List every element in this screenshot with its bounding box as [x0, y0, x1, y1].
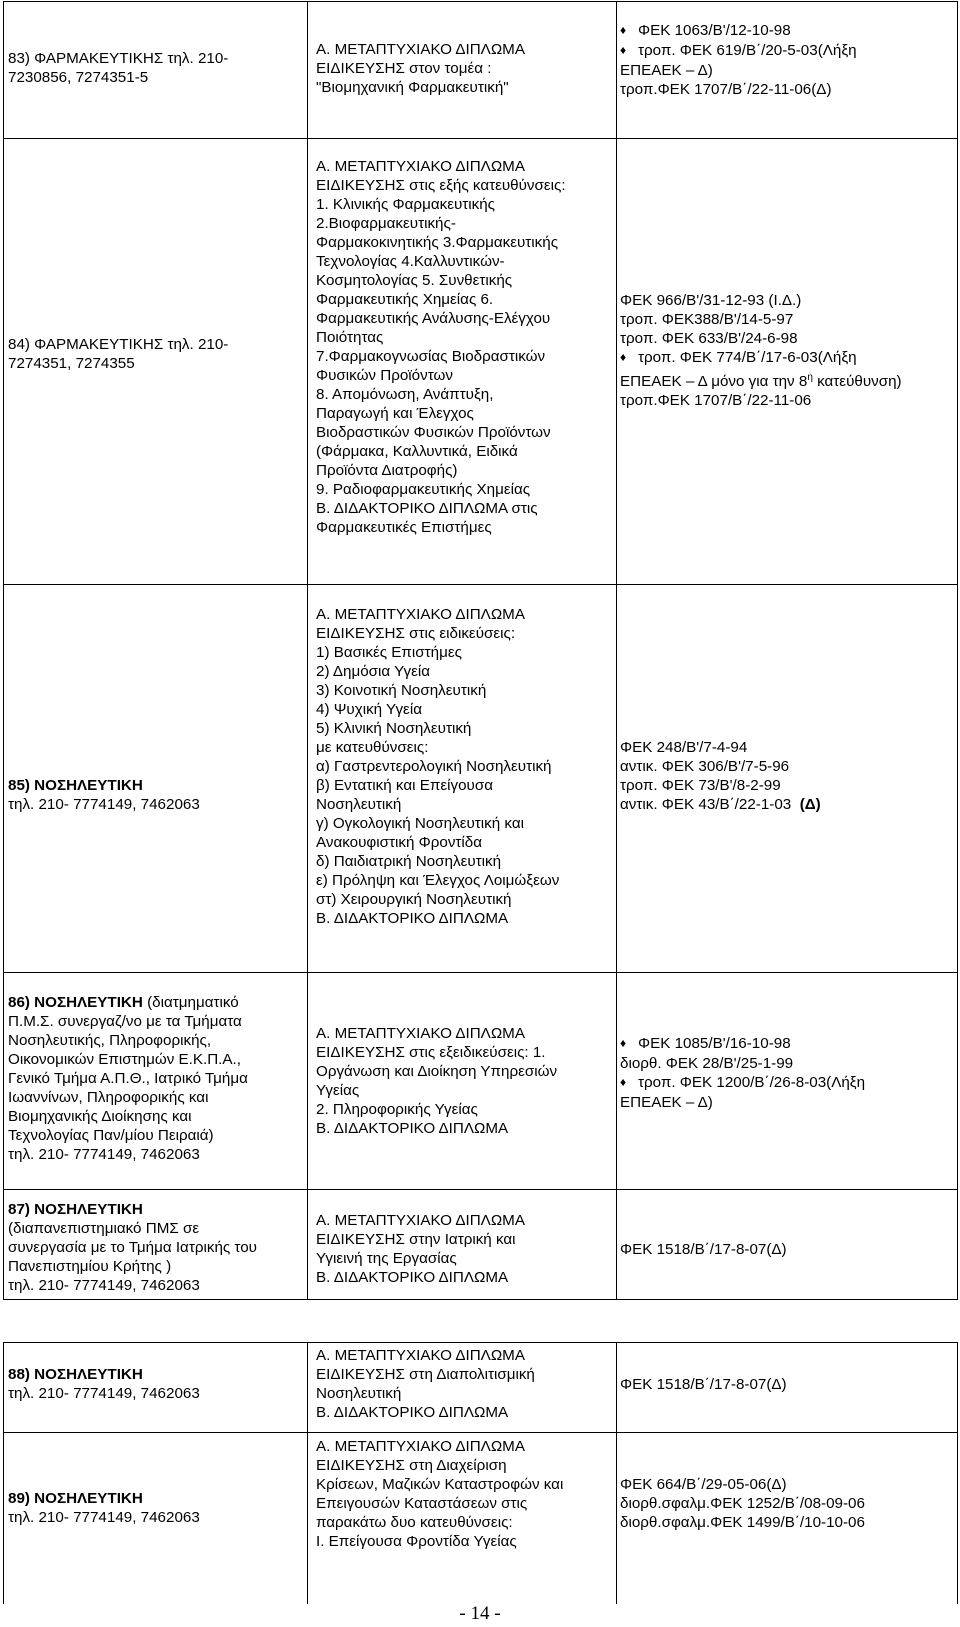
fek-cell — [620, 291, 902, 410]
page-number: - 14 - — [459, 1603, 501, 1624]
program-line: Α. ΜΕΤΑΠΤΥΧΙΑΚΟ ΔΙΠΛΩΜΑ — [316, 606, 525, 623]
program-line: Φυσικών Προϊόντων — [316, 367, 453, 384]
program-line: Α. ΜΕΤΑΠΤΥΧΙΑΚΟ ΔΙΠΛΩΜΑ — [316, 1025, 525, 1042]
program-line: Παραγωγή και Έλεγχος — [316, 405, 474, 422]
programs-cell — [316, 605, 559, 928]
fek-line: ♦ ΦΕΚ 1085/Β'/16-10-98 — [620, 1034, 865, 1054]
program-line: Α. ΜΕΤΑΠΤΥΧΙΑΚΟ ΔΙΠΛΩΜΑ — [316, 1347, 525, 1364]
program-line: ΕΙΔΙΚΕΥΣΗΣ στις ειδικεύσεις: — [316, 625, 516, 642]
program-line: 1) Βασικές Επιστήμες — [316, 644, 462, 661]
program-line: 4) Ψυχική Υγεία — [316, 701, 422, 718]
program-line: 7.Φαρμακογνωσίας Βιοδραστικών — [316, 348, 546, 365]
fek-line: ♦ τροπ. ΦΕΚ 774/Β΄/17-6-03(Λήξη — [620, 348, 902, 368]
department-name: 88) ΝΟΣΗΛΕΥΤΙΚΗ — [8, 1366, 143, 1383]
department-phone: 7274351, 7274355 — [8, 355, 135, 372]
department-cell — [8, 1489, 200, 1527]
programs-cell-87 — [316, 1211, 525, 1287]
program-line: στ) Χειρουργική Νοσηλευτική — [316, 891, 512, 908]
program-line: (Φάρμακα, Καλλυντικά, Ειδικά — [316, 443, 518, 460]
fek-line: ΦΕΚ 966/Β'/31-12-93 (Ι.Δ.) — [620, 292, 802, 309]
department-name: 89) ΝΟΣΗΛΕΥΤΙΚΗ — [8, 1490, 143, 1507]
fek-line: τροπ.ΦΕΚ 1707/Β΄/22-11-06(Δ) — [620, 81, 832, 98]
fek-line: διορθ.σφαλμ.ΦΕΚ 1252/Β΄/08-09-06 — [620, 1495, 865, 1512]
department-desc: Βιομηχανικής Διοίκησης και — [8, 1108, 192, 1125]
program-line: Προϊόντα Διατροφής) — [316, 462, 458, 479]
program-line: Υγιεινή της Εργασίας — [316, 1250, 457, 1267]
program-line: β) Εντατική και Επείγουσα — [316, 777, 493, 794]
program-line: Οργάνωση και Διοίκηση Υπηρεσιών — [316, 1063, 558, 1080]
program-line: Φαρμακευτικής Ανάλυσης-Ελέγχου — [316, 310, 551, 327]
fek-line: ΦΕΚ 1518/Β΄/17-8-07(Δ) — [620, 1376, 787, 1393]
program-line: 2.Βιοφαρμακευτικής- — [316, 215, 456, 232]
program-line: Νοσηλευτική — [316, 1385, 402, 1402]
program-line: Β. ΔΙΔΑΚΤΟΡΙΚΟ ΔΙΠΛΩΜΑ — [316, 1269, 509, 1286]
department-name: 85) ΝΟΣΗΛΕΥΤΙΚΗ — [8, 777, 143, 794]
fek-line: ΦΕΚ 1518/Β΄/17-8-07(Δ) — [620, 1241, 787, 1258]
program-line: ΕΙΔΙΚΕΥΣΗΣ στη Διαπολιτισμική — [316, 1366, 535, 1383]
fek-cell — [620, 738, 821, 814]
fek-line: ΦΕΚ 248/Β'/7-4-94 — [620, 739, 748, 756]
fek-line: διορθ.σφαλμ.ΦΕΚ 1499/Β΄/10-10-06 — [620, 1514, 865, 1531]
department-cell-86 — [8, 993, 248, 1164]
program-line: ε) Πρόληψη και Έλεγχος Λοιμώξεων — [316, 872, 560, 889]
program-line: γ) Ογκολογική Νοσηλευτική και — [316, 815, 524, 832]
fek-cell — [620, 1475, 865, 1532]
program-line: Κοσμητολογίας 5. Συνθετικής — [316, 272, 513, 289]
program-line: Β. ΔΙΔΑΚΤΟΡΙΚΟ ΔΙΠΛΩΜΑ — [316, 910, 509, 927]
fek-line: ♦ τροπ. ΦΕΚ 619/Β΄/20-5-03(Λήξη — [620, 41, 857, 61]
fek-line: τροπ. ΦΕΚ388/Β'/14-5-97 — [620, 311, 794, 328]
program-line: ΕΙΔΙΚΕΥΣΗΣ στην Ιατρική και — [316, 1231, 516, 1248]
program-line: Ανακουφιστική Φροντίδα — [316, 834, 483, 851]
table-row-84 — [3, 138, 958, 585]
program-line: με κατευθύνσεις: — [316, 739, 429, 756]
program-line: Βιοδραστικών Φυσικών Προϊόντων — [316, 424, 551, 441]
department-name: 87) ΝΟΣΗΛΕΥΤΙΚΗ — [8, 1201, 143, 1218]
program-line: Β. ΔΙΔΑΚΤΟΡΙΚΟ ΔΙΠΛΩΜΑ στις — [316, 500, 538, 517]
fek-cell — [620, 21, 857, 99]
department-name: 86) ΝΟΣΗΛΕΥΤΙΚΗ (διατμηματικό — [8, 994, 239, 1011]
fek-line: τροπ. ΦΕΚ 73/Β'/8-2-99 — [620, 777, 781, 794]
fek-line: αντικ. ΦΕΚ 43/Β΄/22-1-03 (Δ) — [620, 796, 821, 813]
program-line: α) Γαστρεντερολογική Νοσηλευτική — [316, 758, 552, 775]
department-name: 83) ΦΑΡΜΑΚΕΥΤΙΚΗΣ τηλ. 210- — [8, 50, 229, 67]
department-phone: τηλ. 210- 7774149, 7462063 — [8, 796, 200, 813]
program-line: "Βιομηχανική Φαρμακευτική" — [316, 79, 509, 96]
department-phone: τηλ. 210- 7774149, 7462063 — [8, 1277, 200, 1294]
department-desc: Π.Μ.Σ. συνεργαζ/νο με τα Τμήματα — [8, 1013, 242, 1030]
department-desc: Ιωαννίνων, Πληροφορικής και — [8, 1089, 209, 1106]
department-phone: τηλ. 210- 7774149, 7462063 — [8, 1146, 200, 1163]
fek-line: αντικ. ΦΕΚ 306/Β'/7-5-96 — [620, 758, 790, 775]
department-cell — [8, 335, 228, 373]
programs-cell — [316, 40, 525, 97]
fek-line: τροπ.ΦΕΚ 1707/Β΄/22-11-06 — [620, 392, 812, 410]
fek-cell-87 — [620, 1240, 787, 1259]
program-line: 1. Κλινικής Φαρμακευτικής — [316, 196, 496, 213]
department-cell-87 — [8, 1200, 257, 1295]
department-phone: 7230856, 7274351-5 — [8, 69, 149, 86]
table-row-86-87 — [3, 972, 958, 1300]
fek-line: ΕΠΕΑΕΚ – Δ) — [620, 62, 713, 79]
department-cell — [8, 49, 228, 87]
department-desc: (διαπανεπιστημιακό ΠΜΣ σε — [8, 1220, 200, 1237]
department-desc: Οικονομικών Επιστημών Ε.Κ.Π.Α., — [8, 1051, 241, 1068]
program-line: ΕΙΔΙΚΕΥΣΗΣ στις εξής κατευθύνσεις: — [316, 177, 566, 194]
program-line: Β. ΔΙΔΑΚΤΟΡΙΚΟ ΔΙΠΛΩΜΑ — [316, 1120, 509, 1137]
program-line: Α. ΜΕΤΑΠΤΥΧΙΑΚΟ ΔΙΠΛΩΜΑ — [316, 158, 525, 175]
program-line: Φαρμακευτικής Χημείας 6. — [316, 291, 494, 308]
program-line: δ) Παιδιατρική Νοσηλευτική — [316, 853, 502, 870]
program-line: Νοσηλευτική — [316, 796, 402, 813]
table-row-85 — [3, 584, 958, 973]
program-line: ΕΙΔΙΚΕΥΣΗΣ στον τομέα : — [316, 60, 492, 77]
program-line: Α. ΜΕΤΑΠΤΥΧΙΑΚΟ ΔΙΠΛΩΜΑ — [316, 41, 525, 58]
department-desc: Γενικό Τμήμα Α.Π.Θ., Ιατρικό Τμήμα — [8, 1070, 248, 1087]
department-desc: Πανεπιστημίου Κρήτης ) — [8, 1258, 172, 1275]
fek-line: τροπ. ΦΕΚ 633/Β'/24-6-98 — [620, 330, 798, 347]
programs-cell — [316, 1437, 563, 1551]
department-cell — [8, 776, 200, 814]
fek-line: ΕΠΕΑΕΚ – Δ) — [620, 1094, 713, 1111]
program-line: 2. Πληροφορικής Υγείας — [316, 1101, 478, 1118]
fek-cell-86 — [620, 1034, 865, 1112]
program-line: Υγείας — [316, 1082, 360, 1099]
program-line: ΕΙΔΙΚΕΥΣΗΣ στις εξειδικεύσεις: 1. — [316, 1044, 546, 1061]
program-line: Φαρμακοκινητικής 3.Φαρμακευτικής — [316, 234, 559, 251]
program-line: Α. ΜΕΤΑΠΤΥΧΙΑΚΟ ΔΙΠΛΩΜΑ — [316, 1212, 525, 1229]
program-line: 5) Κλινική Νοσηλευτική — [316, 720, 472, 737]
row-divider — [4, 1189, 957, 1190]
program-line: 2) Δημόσια Υγεία — [316, 663, 431, 680]
department-phone: τηλ. 210- 7774149, 7462063 — [8, 1385, 200, 1402]
program-line: Κρίσεων, Μαζικών Καταστροφών και — [316, 1476, 564, 1493]
fek-line: διορθ. ΦΕΚ 28/Β'/25-1-99 — [620, 1055, 794, 1072]
program-line: ΕΙΔΙΚΕΥΣΗΣ στη Διαχείριση — [316, 1457, 507, 1474]
program-line: Α. ΜΕΤΑΠΤΥΧΙΑΚΟ ΔΙΠΛΩΜΑ — [316, 1438, 525, 1455]
program-line: Ποιότητας — [316, 329, 384, 346]
program-line: 8. Απομόνωση, Ανάπτυξη, — [316, 386, 494, 403]
department-desc: συνεργασία με το Τμήμα Ιατρικής του — [8, 1239, 257, 1256]
program-line: Επειγουσών Καταστάσεων στις — [316, 1495, 528, 1512]
table-row-89 — [3, 1432, 958, 1604]
fek-cell — [620, 1375, 787, 1394]
program-line: παρακάτω δυο κατευθύνσεις: — [316, 1514, 513, 1531]
department-phone: τηλ. 210- 7774149, 7462063 — [8, 1509, 200, 1526]
programs-cell — [316, 157, 566, 537]
programs-cell-86 — [316, 1024, 557, 1138]
program-line: Ι. Επείγουσα Φροντίδα Υγείας — [316, 1533, 517, 1550]
program-line: 3) Κοινοτική Νοσηλευτική — [316, 682, 487, 699]
department-desc: Τεχνολογίας Παν/μίου Πειραιά) — [8, 1127, 214, 1144]
fek-line: ♦ τροπ. ΦΕΚ 1200/Β΄/26-8-03(Λήξη — [620, 1073, 865, 1093]
fek-line: ΦΕΚ 664/Β΄/29-05-06(Δ) — [620, 1476, 787, 1493]
table-row-83 — [3, 1, 958, 139]
department-desc: Νοσηλευτικής, Πληροφορικής, — [8, 1032, 212, 1049]
program-line: 9. Ραδιοφαρμακευτικής Χημείας — [316, 481, 531, 498]
table-row-88 — [3, 1342, 958, 1433]
department-cell — [8, 1365, 200, 1403]
program-line: Β. ΔΙΔΑΚΤΟΡΙΚΟ ΔΙΠΛΩΜΑ — [316, 1404, 509, 1421]
program-line: Τεχνολογίας 4.Καλλυντικών- — [316, 253, 505, 270]
programs-cell — [316, 1346, 535, 1422]
fek-line: ΕΠΕΑΕΚ – Δ μόνο για την $8^\eta$ κατεύθυνση) — [620, 372, 902, 391]
fek-line: ♦ ΦΕΚ 1063/Β'/12-10-98 — [620, 21, 857, 41]
program-line: Φαρμακευτικές Επιστήμες — [316, 519, 492, 536]
department-name: 84) ΦΑΡΜΑΚΕΥΤΙΚΗΣ τηλ. 210- — [8, 336, 229, 353]
